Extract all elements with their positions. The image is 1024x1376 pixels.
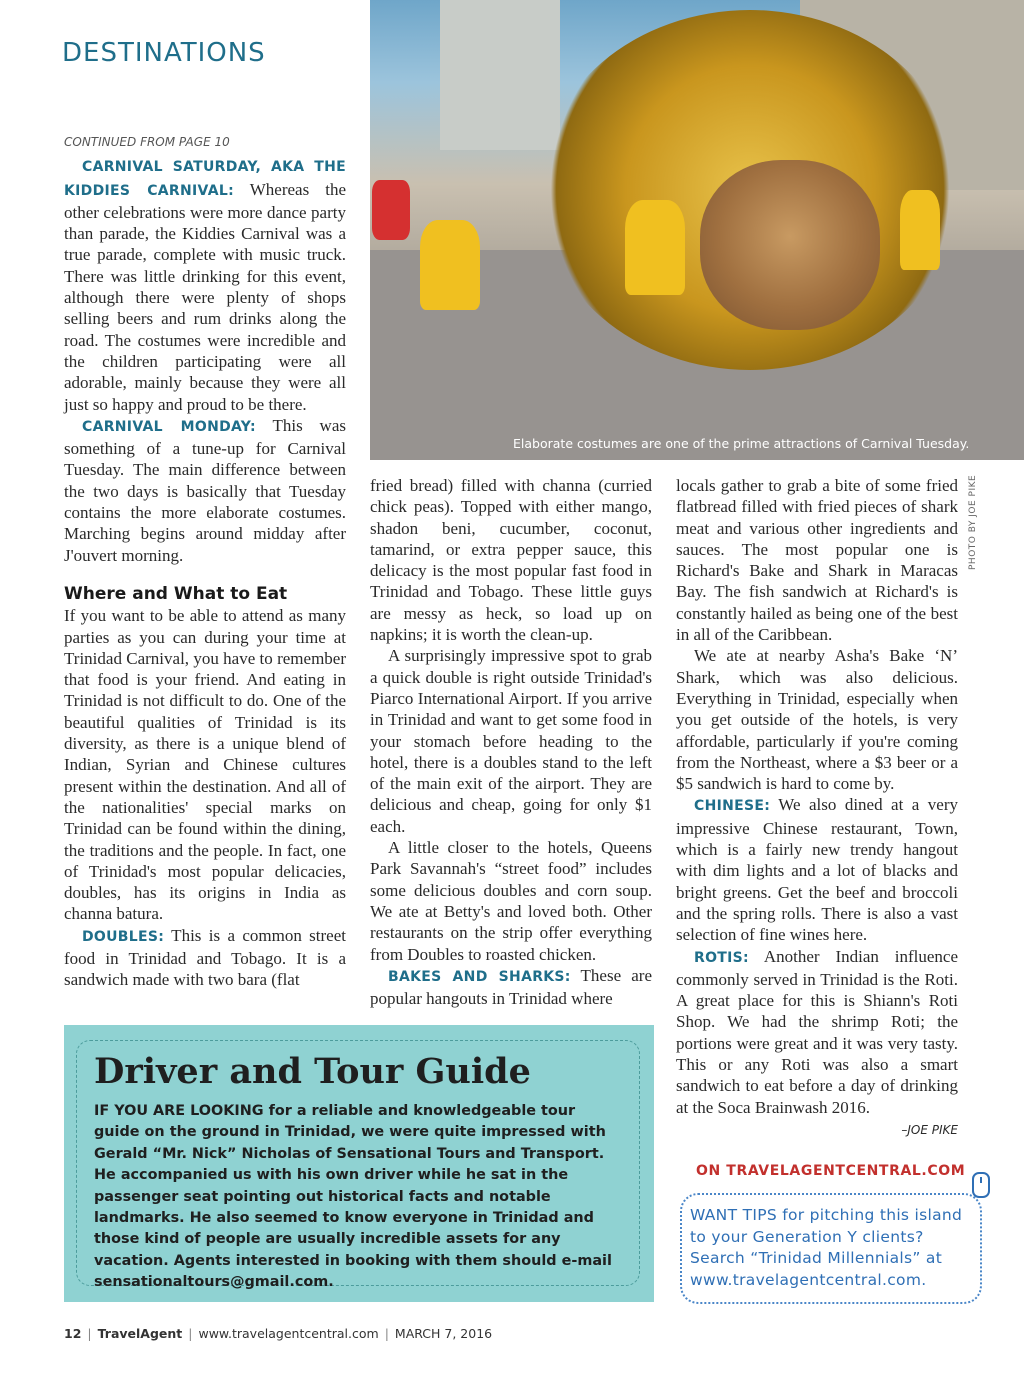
footer-date: MARCH 7, 2016 bbox=[394, 1326, 493, 1341]
carnival-photo bbox=[370, 0, 1024, 460]
paragraph: CARNIVAL SATURDAY, AKA THE KIDDIES CARNIVAL: Whereas the other celebrations were more dance party than parade, the Kiddies Carnival was a true parade, complete with music truck. There was little drinking for this event, although there were plenty of shops selling beers and rum drinks along the road. The costumes were incredible and the children participating were all adorable, mainly because they were all just so happy and proud to be there. bbox=[64, 159, 346, 414]
paragraph: DOUBLES: This is a common street food in Trinidad and Tobago. It is a sandwich made with two bara (flat bbox=[64, 925, 346, 990]
paragraph: BAKES AND SHARKS: These are popular hangouts in Trinidad where bbox=[370, 965, 652, 1009]
article-column-2 bbox=[370, 475, 652, 1009]
paragraph: If you want to be able to attend as many parties as you can during your time at Trinidad Carnival, you have to remember that food is your friend. And eating in Trinidad is not difficult to do. One of the beautiful qualities of Trinidad is its diversity, as there is a unique blend of Indian, Syrian and Chinese cultures present within the destination. And all of the nationalities' special marks on Trinidad can be found within the dining, the traditions and the people. In fact, one of Trinidad's most popular delicacies, doubles, has its origins in India as channa batura. bbox=[64, 606, 346, 924]
author-signoff: –JOE PIKE bbox=[901, 1122, 958, 1137]
article-column-3 bbox=[676, 475, 958, 1141]
photo-caption: Elaborate costumes are one of the prime attractions of Carnival Tuesday. bbox=[513, 436, 970, 451]
continued-note: CONTINUED FROM PAGE 10 bbox=[64, 135, 230, 149]
magazine-name: TravelAgent bbox=[97, 1326, 183, 1341]
mouse-icon bbox=[972, 1172, 990, 1198]
photo-lion-mask bbox=[700, 160, 880, 330]
online-tag: ON TRAVELAGENTCENTRAL.COM bbox=[696, 1163, 966, 1179]
subhead: Where and What to Eat bbox=[64, 583, 288, 604]
kicker: CARNIVAL SATURDAY, AKA THE KIDDIES CARNIVAL: bbox=[64, 159, 346, 199]
paragraph: A little closer to the hotels, Queens Park Savannah's “street food” includes some delicious doubles and corn soup. We ate at Betty's and loved both. Other restaurants on the strip offer everything from Doubles to roasted chicken. bbox=[370, 838, 652, 964]
kicker: ROTIS: bbox=[694, 949, 749, 966]
kicker: BAKES AND SHARKS: bbox=[388, 968, 571, 985]
paragraph: CHINESE: We also dined at a very impressive Chinese restaurant, Town, which is a fairly new trendy hangout with dim lights and a lot of blacks and bright greens. Get the beef and broccoli and the spring rolls. There is also a vast selection of fine wines here. bbox=[676, 795, 958, 945]
paragraph: locals gather to grab a bite of some fried flatbread filled with fried pieces of shark meat and various other ingredients and sauces. The most popular one is Richard's Bake and Shark in Maracas Bay. The fish sandwich at Richard's is constantly hailed as being one of the best in all of the Caribbean. bbox=[676, 476, 958, 645]
kicker: DOUBLES: bbox=[82, 928, 165, 945]
online-callout-text: WANT TIPS for pitching this island to your Generation Y clients? Search “Trinidad Millennials” at www.travelagentcentral.com. bbox=[690, 1206, 963, 1289]
photo-building bbox=[440, 0, 560, 150]
section-title: DESTINATIONS bbox=[62, 38, 266, 68]
photo-person bbox=[372, 180, 410, 240]
photo-credit: PHOTO BY JOE PIKE bbox=[968, 474, 978, 570]
page-footer: 12 | TravelAgent | www.travelagentcentral.com | MARCH 7, 2016 bbox=[64, 1326, 493, 1341]
paragraph: fried bread) filled with channa (curried chick peas). Topped with either mango, shadon beni, cucumber, coconut, tamarind, or extra pepper sauce, this delicacy is the most popular fast food in Trinidad and Tobago. These little guys are messy as heck, so load up on napkins; it is worth the clean-up. bbox=[370, 476, 652, 645]
article-column-1 bbox=[64, 132, 346, 991]
sidebar-box bbox=[64, 1025, 654, 1302]
kicker: CHINESE: bbox=[694, 798, 771, 815]
photo-person bbox=[900, 190, 940, 270]
footer-url: www.travelagentcentral.com bbox=[198, 1326, 379, 1341]
photo-person bbox=[625, 200, 685, 295]
photo-person bbox=[420, 220, 480, 310]
paragraph: ROTIS: Another Indian influence commonly served in Trinidad is the Roti. A great place for this is Shiann's Roti Shop. We had the shrimp Roti; the portions were great and it was very tasty. This or any Roti was also a smart sandwich to eat before a day of drinking at the Soca Brainwash 2016. bbox=[676, 946, 958, 1117]
paragraph: CARNIVAL MONDAY: This was something of a tune-up for Carnival Tuesday. The main difference between the two days is basically that Tuesday contains the more elaborate costumes. Marching begins around midday after J'ouvert morning. bbox=[64, 415, 346, 565]
kicker: CARNIVAL MONDAY: bbox=[82, 418, 256, 435]
paragraph: We ate at nearby Asha's Bake ‘N’ Shark, which was also delicious. Everything in Trinidad, especially when you get outside of the hotels, is very affordable, particularly if you're coming from the Northeast, where a $3 beer or a $5 sandwich is hard to come by. bbox=[676, 646, 958, 794]
page-number: 12 bbox=[64, 1326, 82, 1341]
sidebar-body: IF YOU ARE LOOKING for a reliable and knowledgeable tour guide on the ground in Trinidad, we were quite impressed with Gerald “Mr. Nick” Nicholas of Sensational Tours and Transport. He accompanied us with his own driver while he sat in the passenger seat pointing out historical facts and notable landmarks. He also seemed to know everyone in Trinidad and those kind of people are usually incredible assets for any vacation. Agents interested in booking with them should e-mail sensationaltours@gmail.com. bbox=[94, 1103, 612, 1291]
paragraph: A surprisingly impressive spot to grab a quick double is right outside Trinidad's Piarco International Airport. If you arrive in Trinidad and want to get some food in your stomach before heading to the hotel, there is a doubles stand to the left of the main exit of the airport. They are delicious and cheap, going for only $1 each. bbox=[370, 646, 652, 836]
sidebar-title: Driver and Tour Guide bbox=[94, 1051, 531, 1092]
